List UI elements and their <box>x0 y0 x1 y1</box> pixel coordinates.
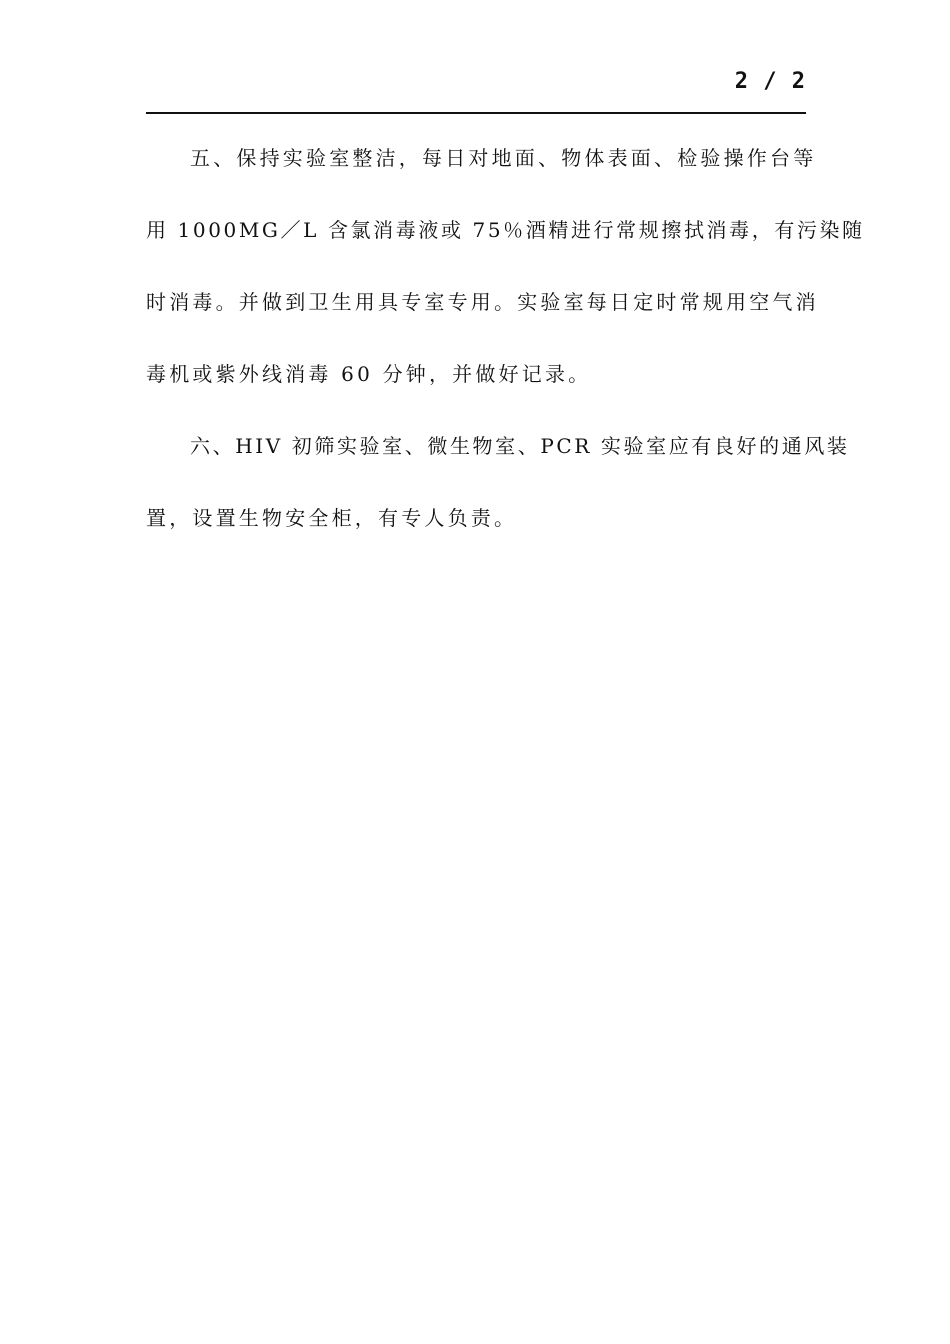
paragraph-line: 五、保持实验室整洁，每日对地面、物体表面、检验操作台等 <box>190 146 817 170</box>
paragraph-line: 六、HIV 初筛实验室、微生物室、PCR 实验室应有良好的通风装 <box>190 434 850 458</box>
page-number: 2 / 2 <box>734 69 806 94</box>
paragraph-6 <box>146 410 850 554</box>
paragraph-line: 用 1000MG／L 含氯消毒液或 75％酒精进行常规擦拭消毒，有污染随 <box>146 218 865 242</box>
paragraph-line: 置，设置生物安全柜，有专人负责。 <box>146 506 518 530</box>
paragraph-line: 时消毒。并做到卫生用具专室专用。实验室每日定时常规用空气消 <box>146 290 819 314</box>
document-body <box>146 122 865 554</box>
paragraph-5 <box>146 122 865 410</box>
paragraph-line: 毒机或紫外线消毒 60 分钟，并做好记录。 <box>146 362 592 386</box>
page-header <box>146 66 806 114</box>
